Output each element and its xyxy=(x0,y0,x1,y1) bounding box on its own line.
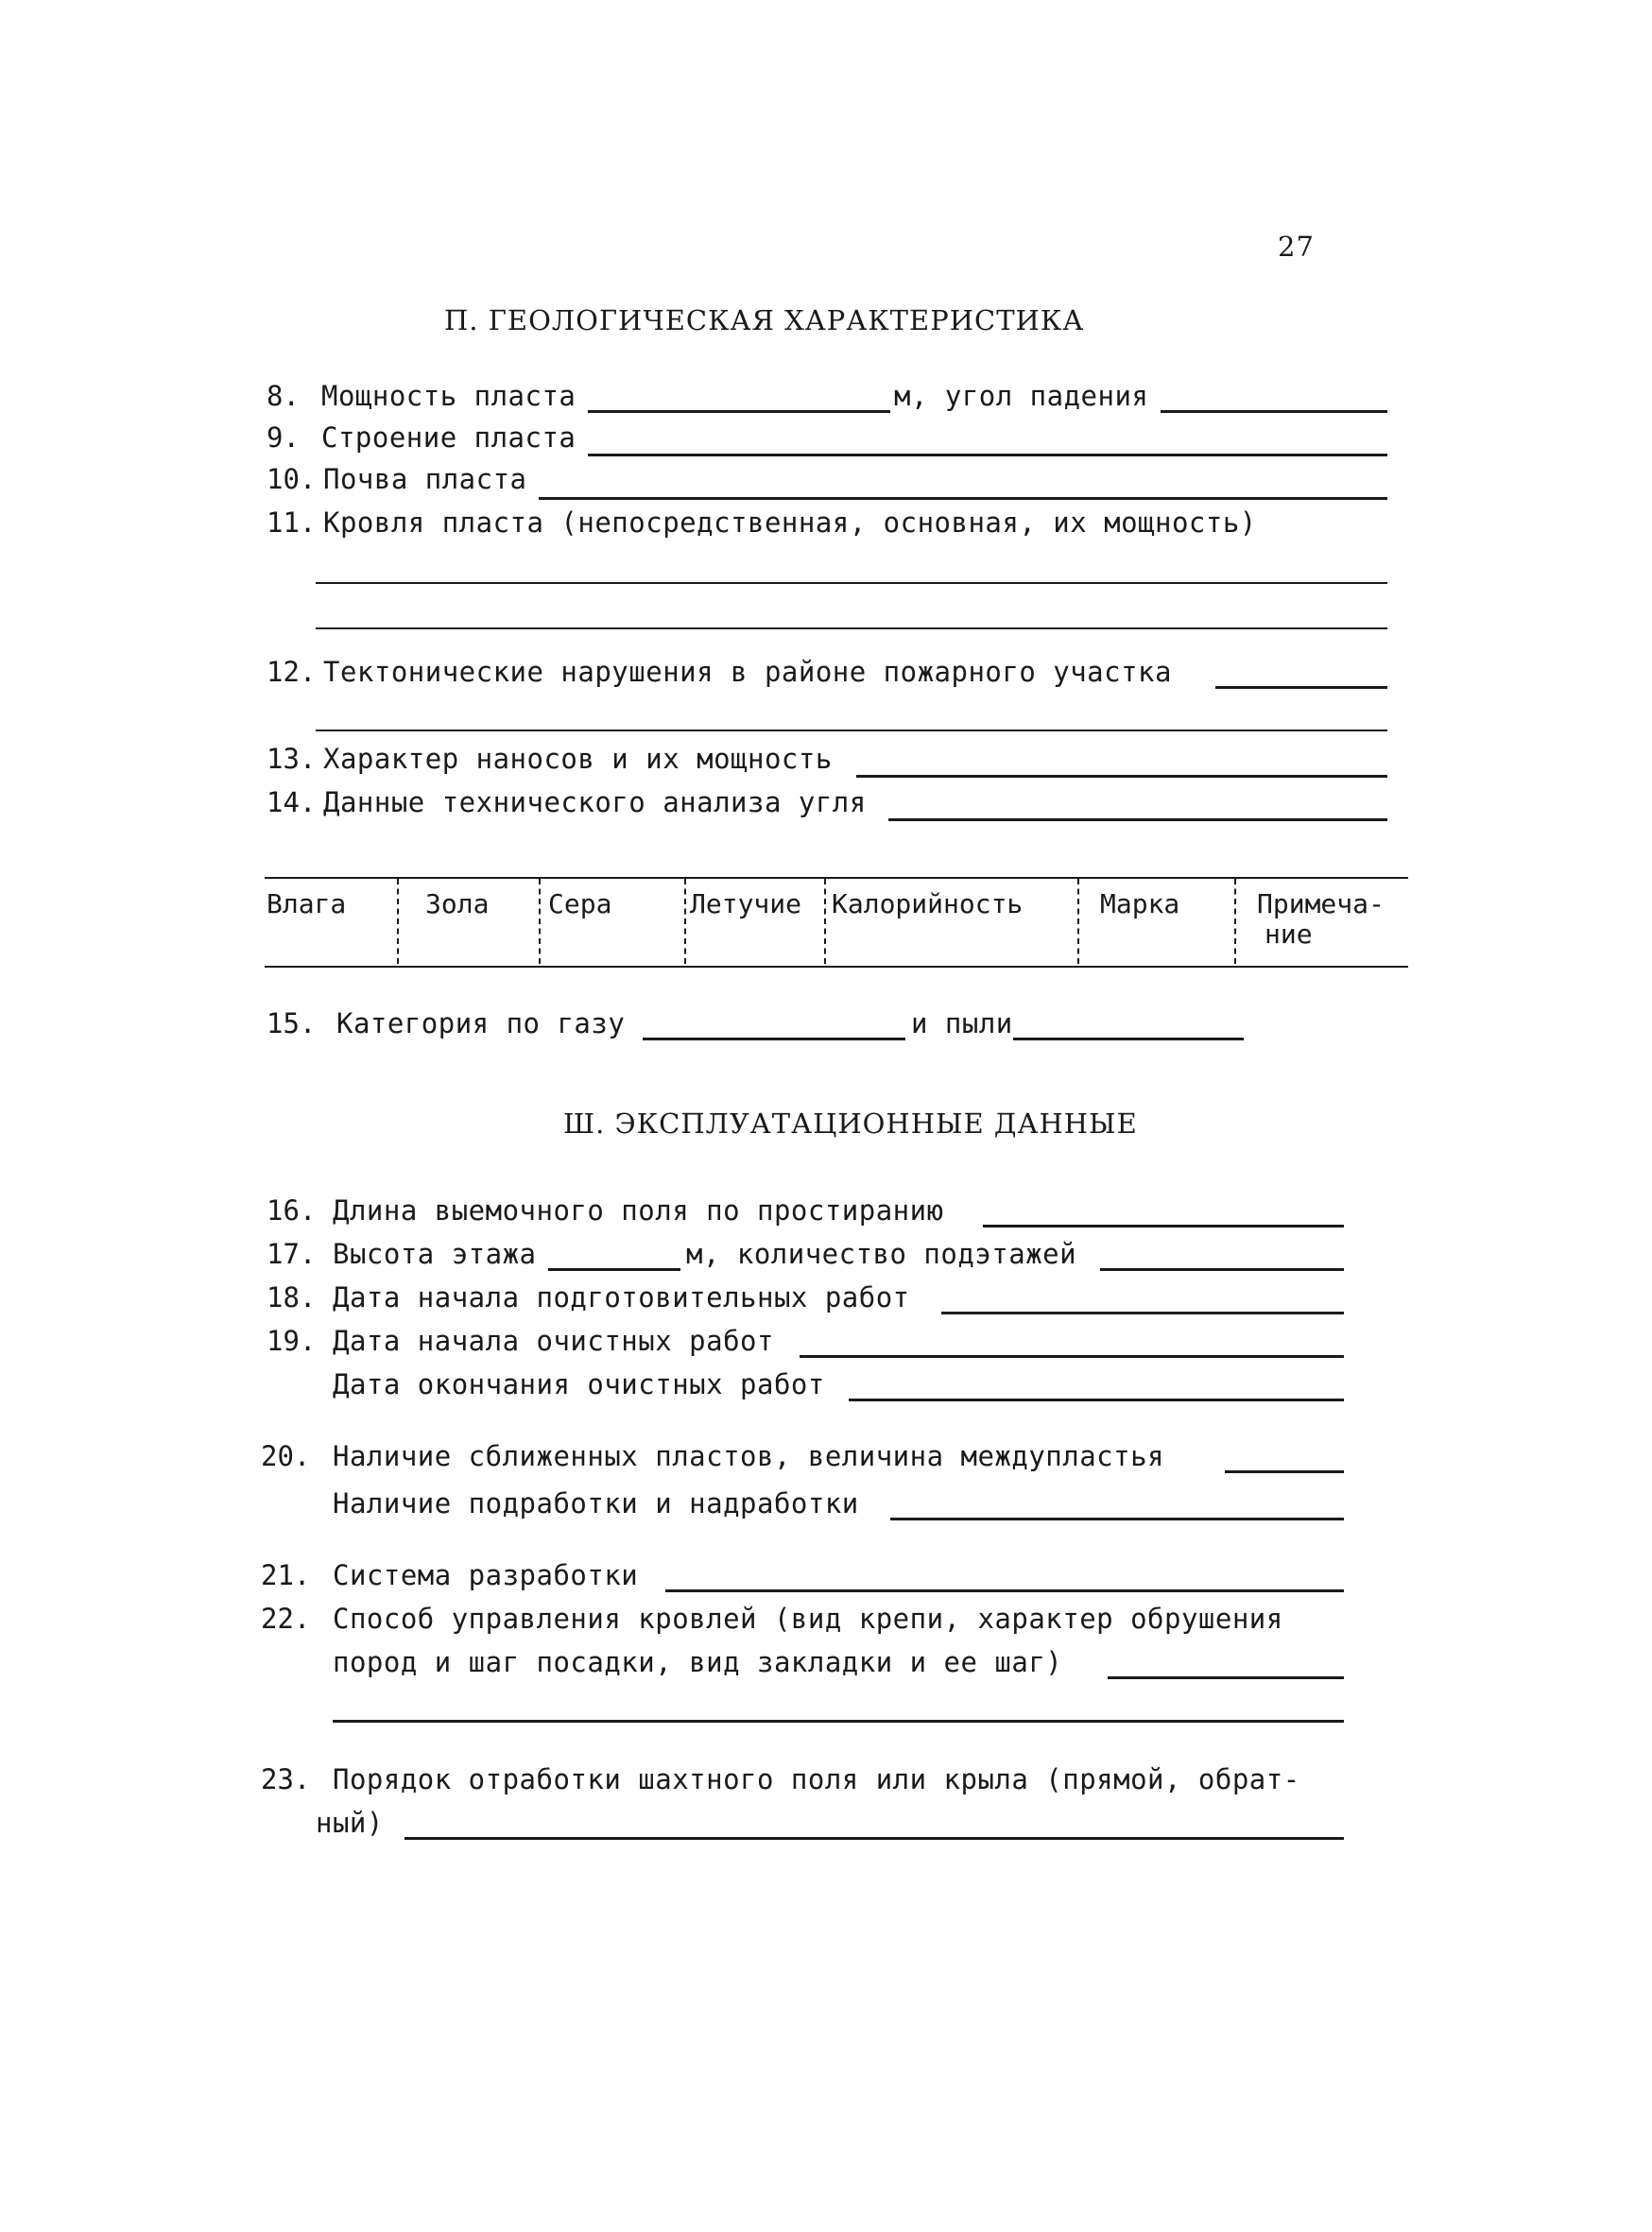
item-14-line[interactable] xyxy=(888,818,1387,821)
item-21-line[interactable] xyxy=(665,1589,1344,1592)
item-15-dust-line[interactable] xyxy=(1013,1038,1244,1040)
item-22-label-2: пород и шаг посадки, вид закладки и ее шаг) xyxy=(333,1646,1063,1678)
item-13-line[interactable] xyxy=(856,775,1387,778)
item-19-start-line[interactable] xyxy=(800,1355,1344,1358)
item-9-line[interactable] xyxy=(588,454,1387,456)
item-8-label: Мощность пласта xyxy=(321,380,576,412)
item-19-number: 19. xyxy=(267,1325,317,1357)
item-8-angle-line[interactable] xyxy=(1161,410,1387,413)
table-divider xyxy=(539,879,541,964)
item-17-sublevels-line[interactable] xyxy=(1100,1268,1344,1271)
item-19-end-line[interactable] xyxy=(849,1399,1344,1401)
item-18-line[interactable] xyxy=(941,1312,1344,1314)
item-22-line-1[interactable] xyxy=(1108,1676,1344,1679)
item-20-undermining-line[interactable] xyxy=(890,1518,1344,1520)
page-number: 27 xyxy=(1278,231,1315,263)
item-16-label: Длина выемочного поля по простиранию xyxy=(333,1194,944,1227)
item-11-number: 11. xyxy=(267,506,317,539)
item-21-label: Система разработки xyxy=(333,1559,639,1591)
table-top-rule xyxy=(265,877,1408,879)
item-15-number: 15. xyxy=(267,1007,317,1039)
item-15-mid-label: и пыли xyxy=(911,1007,1013,1039)
item-15-label: Категория по газу xyxy=(336,1007,626,1039)
item-9-number: 9. xyxy=(267,421,300,454)
table-divider xyxy=(397,879,399,964)
item-13-label: Характер наносов и их мощность xyxy=(323,743,833,775)
item-19-label-2: Дата окончания очистных работ xyxy=(333,1368,825,1400)
item-20-interval-line[interactable] xyxy=(1225,1470,1344,1473)
item-21-number: 21. xyxy=(261,1559,311,1591)
item-14-label: Данные технического анализа угля xyxy=(323,786,867,818)
table-divider xyxy=(1234,879,1236,964)
item-11-label: Кровля пласта (непосредственная, основная, их мощность) xyxy=(323,506,1257,539)
table-header-moisture: Влага xyxy=(267,888,347,919)
item-10-label: Почва пласта xyxy=(323,463,527,495)
item-22-label: Способ управления кровлей (вид крепи, характер обрушения xyxy=(333,1603,1283,1635)
item-19-label: Дата начала очистных работ xyxy=(333,1325,774,1357)
item-15-gas-line[interactable] xyxy=(643,1038,905,1040)
item-8-number: 8. xyxy=(267,380,300,412)
table-divider xyxy=(684,879,686,964)
item-10-number: 10. xyxy=(267,463,317,495)
section-3-title: Ш. ЭКСПЛУАТАЦИОННЫЕ ДАННЫЕ xyxy=(563,1107,1138,1140)
item-22-line-2[interactable] xyxy=(333,1720,1344,1723)
item-23-number: 23. xyxy=(261,1763,311,1795)
table-header-ash: Зола xyxy=(425,888,490,919)
item-11-line-1[interactable] xyxy=(316,582,1387,584)
item-17-height-line[interactable] xyxy=(548,1268,680,1271)
item-12-line-1[interactable] xyxy=(1215,686,1387,689)
item-17-label: Высота этажа xyxy=(333,1238,537,1270)
item-12-line-2[interactable] xyxy=(316,730,1387,731)
item-16-number: 16. xyxy=(267,1194,317,1227)
item-23-label-2: ный) xyxy=(316,1807,384,1839)
item-17-mid-label: м, количество подэтажей xyxy=(686,1238,1077,1270)
table-divider xyxy=(824,879,826,964)
item-23-line[interactable] xyxy=(404,1837,1344,1840)
table-header-grade: Марка xyxy=(1100,888,1180,919)
item-11-line-2[interactable] xyxy=(316,627,1387,629)
item-23-label: Порядок отработки шахтного поля или крыла (прямой, обрат- xyxy=(333,1763,1300,1795)
table-header-sulfur: Сера xyxy=(548,888,612,919)
table-header-notes-cont: ние xyxy=(1265,919,1313,950)
item-20-number: 20. xyxy=(261,1440,311,1472)
item-16-line[interactable] xyxy=(983,1225,1344,1228)
item-10-line[interactable] xyxy=(539,497,1387,500)
table-header-volatiles: Летучие xyxy=(690,888,802,919)
item-12-number: 12. xyxy=(267,656,317,688)
item-18-number: 18. xyxy=(267,1281,317,1313)
section-2-title: П. ГЕОЛОГИЧЕСКАЯ ХАРАКТЕРИСТИКА xyxy=(444,304,1085,336)
item-8-mid-label: м, угол падения xyxy=(894,380,1149,412)
item-20-label-2: Наличие подработки и надработки xyxy=(333,1487,859,1519)
item-12-label: Тектонические нарушения в районе пожарного участка xyxy=(323,656,1172,688)
item-22-number: 22. xyxy=(261,1603,311,1635)
item-9-label: Строение пласта xyxy=(321,421,576,454)
item-17-number: 17. xyxy=(267,1238,317,1270)
item-8-thickness-line[interactable] xyxy=(588,410,890,413)
item-14-number: 14. xyxy=(267,786,317,818)
item-13-number: 13. xyxy=(267,743,317,775)
table-bottom-rule xyxy=(265,966,1408,968)
table-divider xyxy=(1077,879,1079,964)
table-header-notes: Примеча- xyxy=(1257,888,1385,919)
table-header-calorific: Калорийность xyxy=(832,888,1024,919)
item-18-label: Дата начала подготовительных работ xyxy=(333,1281,910,1313)
item-20-label: Наличие сближенных пластов, величина междупластья xyxy=(333,1440,1165,1472)
